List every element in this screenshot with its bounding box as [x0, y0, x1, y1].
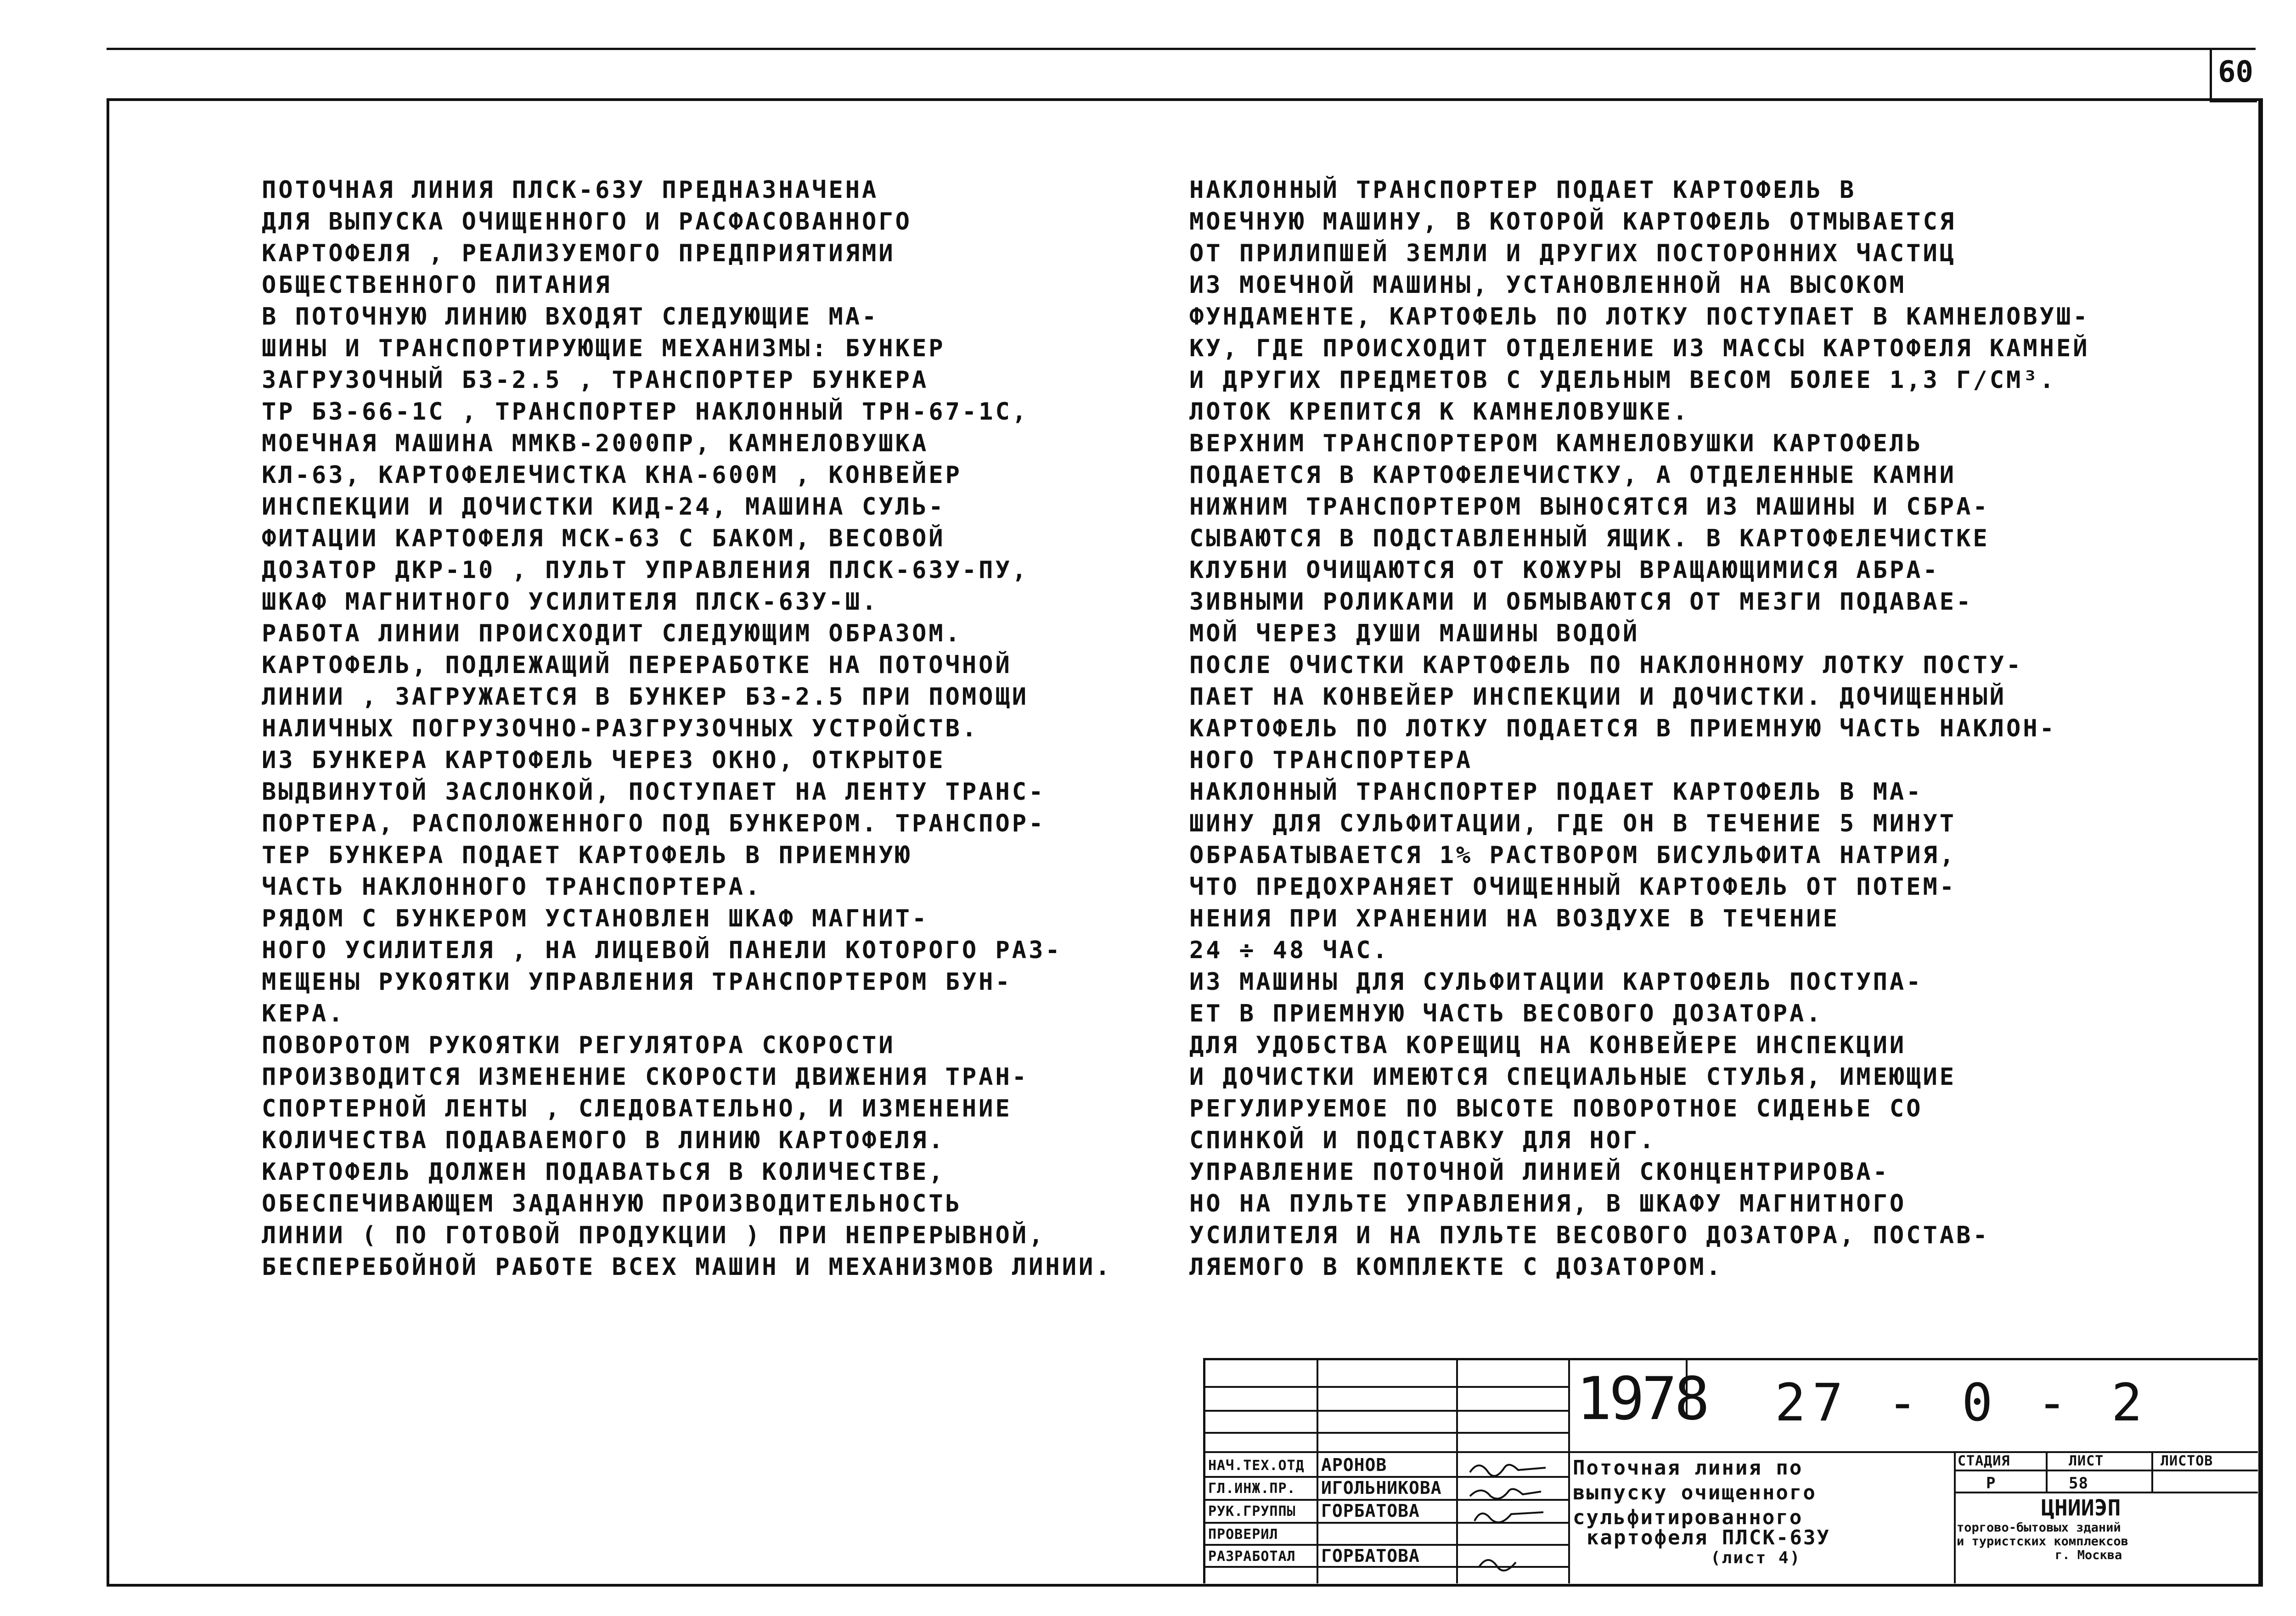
text-line: КУ, ГДЕ ПРОИСХОДИТ ОТДЕЛЕНИЕ ИЗ МАССЫ КАРТОФЕЛЯ КАМНЕЙ — [1189, 335, 2090, 362]
text-line: 24 ÷ 48 ЧАС. — [1189, 937, 1390, 964]
org-subtitle: г. Москва — [2055, 1548, 2122, 1562]
text-line: ЗИВНЫМИ РОЛИКАМИ И ОБМЫВАЮТСЯ ОТ МЕЗГИ ПОДАВАЕ- — [1189, 588, 1973, 616]
text-line: УПРАВЛЕНИЕ ПОТОЧНОЙ ЛИНИЕЙ СКОНЦЕНТРИРОВА- — [1189, 1158, 1890, 1186]
text-line: ПОСЛЕ ОЧИСТКИ КАРТОФЕЛЬ ПО НАКЛОННОМУ ЛОТКУ ПОСТУ- — [1189, 651, 2023, 679]
text-line: ПОТОЧНАЯ ЛИНИЯ ПЛСК-63У ПРЕДНАЗНАЧЕНА — [262, 176, 879, 204]
text-line: ШКАФ МАГНИТНОГО УСИЛИТЕЛЯ ПЛСК-63У-Ш. — [262, 588, 879, 616]
text-line: ИЗ БУНКЕРА КАРТОФЕЛЬ ЧЕРЕЗ ОКНО, ОТКРЫТОЕ — [262, 746, 945, 774]
role-name: ГОРБАТОВА — [1321, 1501, 1420, 1521]
text-line: И ДРУГИХ ПРЕДМЕТОВ С УДЕЛЬНЫМ ВЕСОМ БОЛЕЕ 1,3 Г/СМ³. — [1189, 366, 2056, 394]
top-rule — [107, 48, 2256, 50]
tb-divider — [2046, 1451, 2048, 1492]
text-line: ОТ ПРИЛИПШЕЙ ЗЕМЛИ И ДРУГИХ ПОСТОРОННИХ ЧАСТИЦ — [1189, 240, 1957, 267]
text-line: ЕТ В ПРИЕМНУЮ ЧАСТЬ ВЕСОВОГО ДОЗАТОРА. — [1189, 1000, 1823, 1027]
text-line: КЕРА. — [262, 1000, 345, 1027]
text-line: НАКЛОННЫЙ ТРАНСПОРТЕР ПОДАЕТ КАРТОФЕЛЬ В — [1189, 176, 1857, 204]
role-name: ИГОЛЬНИКОВА — [1321, 1478, 1442, 1498]
text-line: РАБОТА ЛИНИИ ПРОИСХОДИТ СЛЕДУЮЩИМ ОБРАЗОМ. — [262, 620, 962, 647]
text-line: ТЕР БУНКЕРА ПОДАЕТ КАРТОФЕЛЬ В ПРИЕМНУЮ — [262, 842, 912, 869]
text-line: КАРТОФЕЛЯ , РЕАЛИЗУЕМОГО ПРЕДПРИЯТИЯМИ — [262, 240, 895, 267]
title-line: (лист 4) — [1711, 1549, 1801, 1567]
sheet-value: 58 — [2069, 1474, 2088, 1493]
text-line: ЗАГРУЗОЧНЫЙ БЗ-2.5 , ТРАНСПОРТЕР БУНКЕРА — [262, 366, 929, 394]
text-line: ШИНУ ДЛЯ СУЛЬФИТАЦИИ, ГДЕ ОН В ТЕЧЕНИЕ 5 МИНУТ — [1189, 810, 1957, 837]
tb-row-line — [1954, 1492, 2258, 1493]
text-line: ОБЩЕСТВЕННОГО ПИТАНИЯ — [262, 271, 612, 299]
org-subtitle: и туристских комплексов — [1957, 1534, 2128, 1549]
tb-divider — [2151, 1451, 2153, 1492]
role-label: ГЛ.ИНЖ.ПР. — [1208, 1481, 1296, 1497]
role-label: РУК.ГРУППЫ — [1208, 1504, 1296, 1520]
text-line: ВЫДВИНУТОЙ ЗАСЛОНКОЙ, ПОСТУПАЕТ НА ЛЕНТУ ТРАНС- — [262, 778, 1046, 806]
text-line: МОЕЧНАЯ МАШИНА ММКВ-2000ПР, КАМНЕЛОВУШКА — [262, 430, 929, 457]
text-line: ПОДАЕТСЯ В КАРТОФЕЛЕЧИСТКУ, А ОТДЕЛЕННЫЕ КАМНИ — [1189, 461, 1957, 489]
text-line: МОЕЧНУЮ МАШИНУ, В КОТОРОЙ КАРТОФЕЛЬ ОТМЫВАЕТСЯ — [1189, 208, 1957, 236]
text-line: НИЖНИМ ТРАНСПОРТЕРОМ ВЫНОСЯТСЯ ИЗ МАШИНЫ И СБРА- — [1189, 493, 1990, 521]
text-line: РЯДОМ С БУНКЕРОМ УСТАНОВЛЕН ШКАФ МАГНИТ- — [262, 905, 929, 932]
text-line: ФИТАЦИИ КАРТОФЕЛЯ МСК-63 С БАКОМ, ВЕСОВОЙ — [262, 525, 945, 552]
text-line: ПАЕТ НА КОНВЕЙЕР ИНСПЕКЦИИ И ДОЧИСТКИ. ДОЧИЩЕННЫЙ — [1189, 683, 2007, 711]
tb-row-line — [1205, 1410, 1568, 1412]
stage-value: Р — [1986, 1474, 1996, 1493]
text-line: ЛОТОК КРЕПИТСЯ К КАМНЕЛОВУШКЕ. — [1189, 398, 1690, 426]
role-label: ПРОВЕРИЛ — [1208, 1526, 1278, 1543]
text-line: СПИНКОЙ И ПОДСТАВКУ ДЛЯ НОГ. — [1189, 1127, 1656, 1154]
document-code: 27 - 0 - 2 — [1775, 1373, 2149, 1433]
role-name: АРОНОВ — [1321, 1455, 1387, 1475]
text-line: ЛИНИИ , ЗАГРУЖАЕТСЯ В БУНКЕР БЗ-2.5 ПРИ ПОМОЩИ — [262, 683, 1029, 711]
text-line: В ПОТОЧНУЮ ЛИНИЮ ВХОДЯТ СЛЕДУЮЩИЕ МА- — [262, 303, 879, 331]
organization: ЦНИИЭП — [2041, 1495, 2121, 1521]
text-line: ЛЯЕМОГО В КОМПЛЕКТЕ С ДОЗАТОРОМ. — [1189, 1253, 1723, 1281]
text-line: ВЕРХНИМ ТРАНСПОРТЕРОМ КАМНЕЛОВУШКИ КАРТОФЕЛЬ — [1189, 430, 1923, 457]
text-line: КЛУБНИ ОЧИЩАЮТСЯ ОТ КОЖУРЫ ВРАЩАЮЩИМИСЯ АБРА- — [1189, 556, 1940, 584]
title-line: выпуску очищенного — [1573, 1481, 1817, 1504]
role-label: РАЗРАБОТАЛ — [1208, 1549, 1296, 1565]
text-line: И ДОЧИСТКИ ИМЕЮТСЯ СПЕЦИАЛЬНЫЕ СТУЛЬЯ, ИМЕЮЩИЕ — [1189, 1063, 1957, 1091]
text-line: НАЛИЧНЫХ ПОГРУЗОЧНО-РАЗГРУЗОЧНЫХ УСТРОЙСТВ. — [262, 715, 979, 742]
year: 1978 — [1576, 1365, 1707, 1433]
text-line: МЕЩЕНЫ РУКОЯТКИ УПРАВЛЕНИЯ ТРАНСПОРТЕРОМ БУН- — [262, 968, 1012, 996]
text-line: РЕГУЛИРУЕМОЕ ПО ВЫСОТЕ ПОВОРОТНОЕ СИДЕНЬЕ СО — [1189, 1095, 1923, 1122]
text-line: УСИЛИТЕЛЯ И НА ПУЛЬТЕ ВЕСОВОГО ДОЗАТОРА, ПОСТАВ- — [1189, 1222, 1990, 1249]
page-number: 60 — [2218, 55, 2254, 89]
right-text-column — [1189, 174, 2090, 1283]
text-line: КЛ-63, КАРТОФЕЛЕЧИСТКА КНА-600М , КОНВЕЙЕР — [262, 461, 962, 489]
text-line: СЫВАЮТСЯ В ПОДСТАВЛЕННЫЙ ЯЩИК. В КАРТОФЕЛЕЧИСТКЕ — [1189, 525, 1990, 552]
text-line: НО НА ПУЛЬТЕ УПРАВЛЕНИЯ, В ШКАФУ МАГНИТНОГО — [1189, 1190, 1907, 1218]
text-line: ДОЗАТОР ДКР-10 , ПУЛЬТ УПРАВЛЕНИЯ ПЛСК-63У-ПУ, — [262, 556, 1029, 584]
text-line: ТР БЗ-66-1С , ТРАНСПОРТЕР НАКЛОННЫЙ ТРН-67-1С, — [262, 398, 1029, 426]
tb-divider — [1456, 1360, 1458, 1583]
text-line: ЛИНИИ ( ПО ГОТОВОЙ ПРОДУКЦИИ ) ПРИ НЕПРЕРЫВНОЙ, — [262, 1222, 1046, 1249]
text-line: НАКЛОННЫЙ ТРАНСПОРТЕР ПОДАЕТ КАРТОФЕЛЬ В МА- — [1189, 778, 1923, 806]
text-line: КАРТОФЕЛЬ, ПОДЛЕЖАЩИЙ ПЕРЕРАБОТКЕ НА ПОТОЧНОЙ — [262, 651, 1012, 679]
title-line: Поточная линия по — [1573, 1456, 1803, 1480]
tb-row-line — [1205, 1386, 1568, 1388]
text-line: МОЙ ЧЕРЕЗ ДУШИ МАШИНЫ ВОДОЙ — [1189, 620, 1640, 647]
text-line: ИЗ МОЕЧНОЙ МАШИНЫ, УСТАНОВЛЕННОЙ НА ВЫСОКОМ — [1189, 271, 1907, 299]
role-label: НАЧ.ТЕХ.ОТД — [1208, 1458, 1305, 1474]
sheet-header: ЛИСТ — [2069, 1453, 2104, 1469]
text-line: ЧАСТЬ НАКЛОННОГО ТРАНСПОРТЕРА. — [262, 873, 762, 901]
text-line: СПОРТЕРНОЙ ЛЕНТЫ , СЛЕДОВАТЕЛЬНО, И ИЗМЕНЕНИЕ — [262, 1095, 1012, 1122]
text-line: КОЛИЧЕСТВА ПОДАВАЕМОГО В ЛИНИЮ КАРТОФЕЛЯ. — [262, 1127, 945, 1154]
role-name: ГОРБАТОВА — [1321, 1546, 1420, 1566]
text-line: НОГО ТРАНСПОРТЕРА — [1189, 746, 1473, 774]
text-line: БЕСПЕРЕБОЙНОЙ РАБОТЕ ВСЕХ МАШИН И МЕХАНИЗМОВ ЛИНИИ. — [262, 1253, 1112, 1281]
sheets-header: ЛИСТОВ — [2161, 1453, 2213, 1469]
text-line: ОБЕСПЕЧИВАЮЩЕМ ЗАДАННУЮ ПРОИЗВОДИТЕЛЬНОСТЬ — [262, 1190, 962, 1218]
title-block — [1203, 1358, 2258, 1583]
text-line: ОБРАБАТЫВАЕТСЯ 1% РАСТВОРОМ БИСУЛЬФИТА НАТРИЯ, — [1189, 842, 1957, 869]
text-line: КАРТОФЕЛЬ ДОЛЖЕН ПОДАВАТЬСЯ В КОЛИЧЕСТВЕ, — [262, 1158, 945, 1186]
tb-divider — [1317, 1360, 1318, 1583]
org-subtitle: торгово-бытовых зданий — [1957, 1521, 2121, 1535]
text-line: ДЛЯ ВЫПУСКА ОЧИЩЕННОГО И РАСФАСОВАННОГО — [262, 208, 912, 236]
text-line: ИЗ МАШИНЫ ДЛЯ СУЛЬФИТАЦИИ КАРТОФЕЛЬ ПОСТУПА- — [1189, 968, 1923, 996]
left-text-column — [262, 174, 1112, 1283]
text-line: НОГО УСИЛИТЕЛЯ , НА ЛИЦЕВОЙ ПАНЕЛИ КОТОРОГО РАЗ- — [262, 937, 1062, 964]
text-line: ПРОИЗВОДИТСЯ ИЗМЕНЕНИЕ СКОРОСТИ ДВИЖЕНИЯ ТРАН- — [262, 1063, 1029, 1091]
tb-row-line — [1205, 1432, 1568, 1434]
signature-marks — [1461, 1454, 1566, 1582]
title-line: сульфитированного — [1573, 1506, 1803, 1529]
tb-divider — [1568, 1360, 1570, 1583]
text-line: ЧТО ПРЕДОХРАНЯЕТ ОЧИЩЕННЫЙ КАРТОФЕЛЬ ОТ ПОТЕМ- — [1189, 873, 1957, 901]
text-line: ШИНЫ И ТРАНСПОРТИРУЮЩИЕ МЕХАНИЗМЫ: БУНКЕР — [262, 335, 945, 362]
tb-row-line — [1954, 1470, 2258, 1471]
title-line: картофеля ПЛСК-63У — [1587, 1526, 1830, 1549]
text-line: ИНСПЕКЦИИ И ДОЧИСТКИ КИД-24, МАШИНА СУЛЬ- — [262, 493, 945, 521]
text-line: НЕНИЯ ПРИ ХРАНЕНИИ НА ВОЗДУХЕ В ТЕЧЕНИЕ — [1189, 905, 1840, 932]
text-line: ФУНДАМЕНТЕ, КАРТОФЕЛЬ ПО ЛОТКУ ПОСТУПАЕТ В КАМНЕЛОВУШ- — [1189, 303, 2090, 331]
text-line: ПОВОРОТОМ РУКОЯТКИ РЕГУЛЯТОРА СКОРОСТИ — [262, 1032, 895, 1059]
stage-header: СТАДИЯ — [1958, 1453, 2010, 1469]
text-line: ДЛЯ УДОБСТВА КОРЕЩИЦ НА КОНВЕЙЕРЕ ИНСПЕКЦИИ — [1189, 1032, 1907, 1059]
text-line: ПОРТЕРА, РАСПОЛОЖЕННОГО ПОД БУНКЕРОМ. ТРАНСПОР- — [262, 810, 1046, 837]
text-line: КАРТОФЕЛЬ ПО ЛОТКУ ПОДАЕТСЯ В ПРИЕМНУЮ ЧАСТЬ НАКЛОН- — [1189, 715, 2056, 742]
